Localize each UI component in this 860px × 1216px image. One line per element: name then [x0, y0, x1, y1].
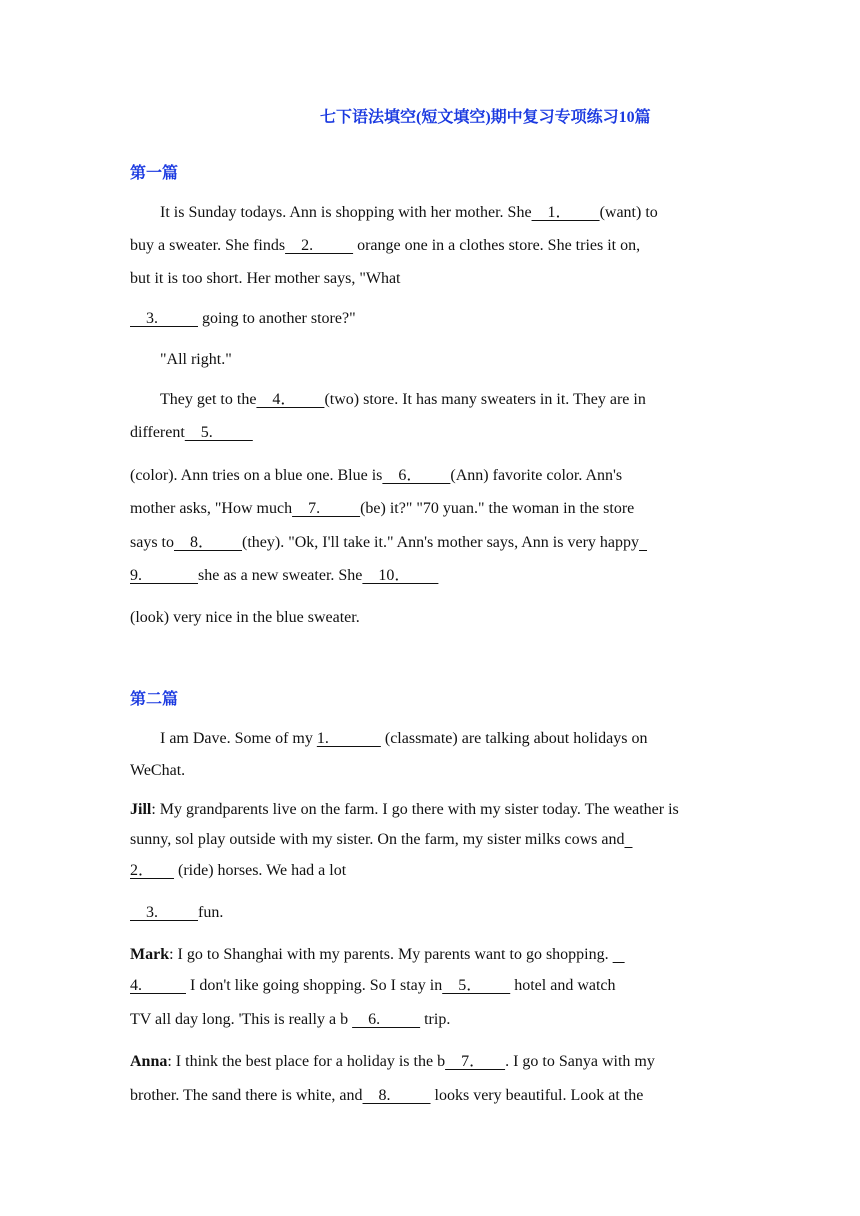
text: brother. The sand there is white, and [130, 1087, 363, 1104]
passage-1-heading: 第一篇 [130, 165, 179, 182]
text: (classmate) are talking about holidays on [380, 730, 648, 747]
blank-3[interactable]: 3. [130, 904, 198, 921]
passage-1-line [130, 203, 770, 223]
passage-2-line [130, 1010, 740, 1030]
blank-8[interactable]: 8． [174, 534, 243, 551]
text: (two) store. It has many sweaters in it. They are in [324, 391, 646, 408]
passage-2-line [130, 1086, 740, 1106]
passage-1-line [130, 533, 740, 553]
speaker-jill: Jill [130, 801, 152, 818]
blank-9[interactable]: 9. [130, 567, 198, 584]
text: buy a sweater. She finds [130, 237, 286, 254]
passage-1-line [130, 499, 740, 519]
passage-2-line [130, 1052, 740, 1072]
text: It is Sunday todays. Ann is shopping with her mother. She [160, 204, 532, 221]
text: she as a new sweater. She [198, 567, 363, 584]
text: looks very beautiful. Look at the [430, 1087, 644, 1104]
blank-10[interactable]: 10． [362, 567, 439, 584]
text: They get to the [160, 391, 257, 408]
passage-1-line [130, 390, 770, 410]
text: hotel and watch [510, 977, 616, 994]
blank-5[interactable]: 5. [184, 424, 253, 441]
text: : I go to Shanghai with my parents. My parents want to go shopping. [169, 946, 613, 963]
passage-1-line [130, 466, 740, 486]
text: (be) it?" "70 yuan." the woman in the store [360, 500, 635, 517]
text: says to [130, 534, 174, 551]
text: trip. [420, 1011, 451, 1028]
passage-1-line [130, 423, 740, 443]
passage-1-line: "All right." [160, 351, 232, 368]
text: orange one in a clothes store. She tries it on, [353, 237, 641, 254]
text: (Ann) favorite color. Ann's [450, 467, 623, 484]
passage-2-line [130, 976, 740, 996]
passage-2-line: WeChat. [130, 762, 186, 779]
passage-2-heading: 第二篇 [130, 691, 179, 708]
text: TV all day long. 'This is really a b [130, 1011, 353, 1028]
blank-1[interactable]: 1． [531, 204, 600, 221]
blank-6[interactable]: 6． [382, 467, 451, 484]
speaker-mark: Mark [130, 946, 170, 963]
passage-2-line [130, 861, 740, 881]
blank-7[interactable]: 7． [445, 1053, 506, 1070]
text: : My grandparents live on the farm. I go there with my sister today. The weather is [151, 801, 679, 818]
passage-2-line [130, 830, 740, 850]
blank-2[interactable]: 2. [285, 237, 354, 254]
text: (they). "Ok, I'll take it." Ann's mother says, Ann is very happy [242, 534, 640, 551]
blank-5[interactable]: 5． [442, 977, 511, 994]
blank-4[interactable]: 4． [256, 391, 325, 408]
speaker-anna: Anna [130, 1053, 168, 1070]
blank-1[interactable]: 1. [316, 730, 381, 747]
blank-4-lead [613, 946, 625, 963]
blank-6[interactable]: 6. [352, 1011, 421, 1028]
document-title: 七下语法填空(短文填空)期中复习专项练习10篇 [320, 109, 651, 126]
text: I don't like going shopping. So I stay in [186, 977, 443, 994]
blank-2[interactable]: 2． [130, 862, 175, 879]
text: (want) to [599, 204, 658, 221]
text: (color). Ann tries on a blue one. Blue is [130, 467, 383, 484]
text: . I go to Sanya with my [505, 1053, 655, 1070]
text: sunny, sol play outside with my sister. On the farm, my sister milks cows and [130, 831, 625, 848]
text: mother asks, "How much [130, 500, 293, 517]
text: different [130, 424, 185, 441]
passage-2-line [130, 800, 740, 820]
blank-4[interactable]: 4. [130, 977, 186, 994]
passage-1-line [130, 236, 740, 256]
blank-3[interactable]: 3. [130, 310, 198, 327]
blank-2-lead [624, 831, 632, 848]
passage-2-line [130, 945, 740, 965]
passage-1-line: (look) very nice in the blue sweater. [130, 609, 360, 626]
passage-2-line [130, 729, 770, 749]
passage-1-line [130, 309, 740, 329]
passage-2-line [130, 903, 740, 923]
passage-1-line: but it is too short. Her mother says, "What [130, 270, 401, 287]
blank-7[interactable]: 7. [292, 500, 361, 517]
blank-8[interactable]: 8. [362, 1087, 431, 1104]
text: (ride) horses. We had a lot [174, 862, 347, 879]
text: I am Dave. Some of my [160, 730, 317, 747]
blank-9-lead [639, 534, 647, 551]
text: : I think the best place for a holiday is the b [167, 1053, 446, 1070]
text: going to another store?" [198, 310, 356, 327]
text: fun. [198, 904, 224, 921]
passage-1-line [130, 566, 740, 586]
